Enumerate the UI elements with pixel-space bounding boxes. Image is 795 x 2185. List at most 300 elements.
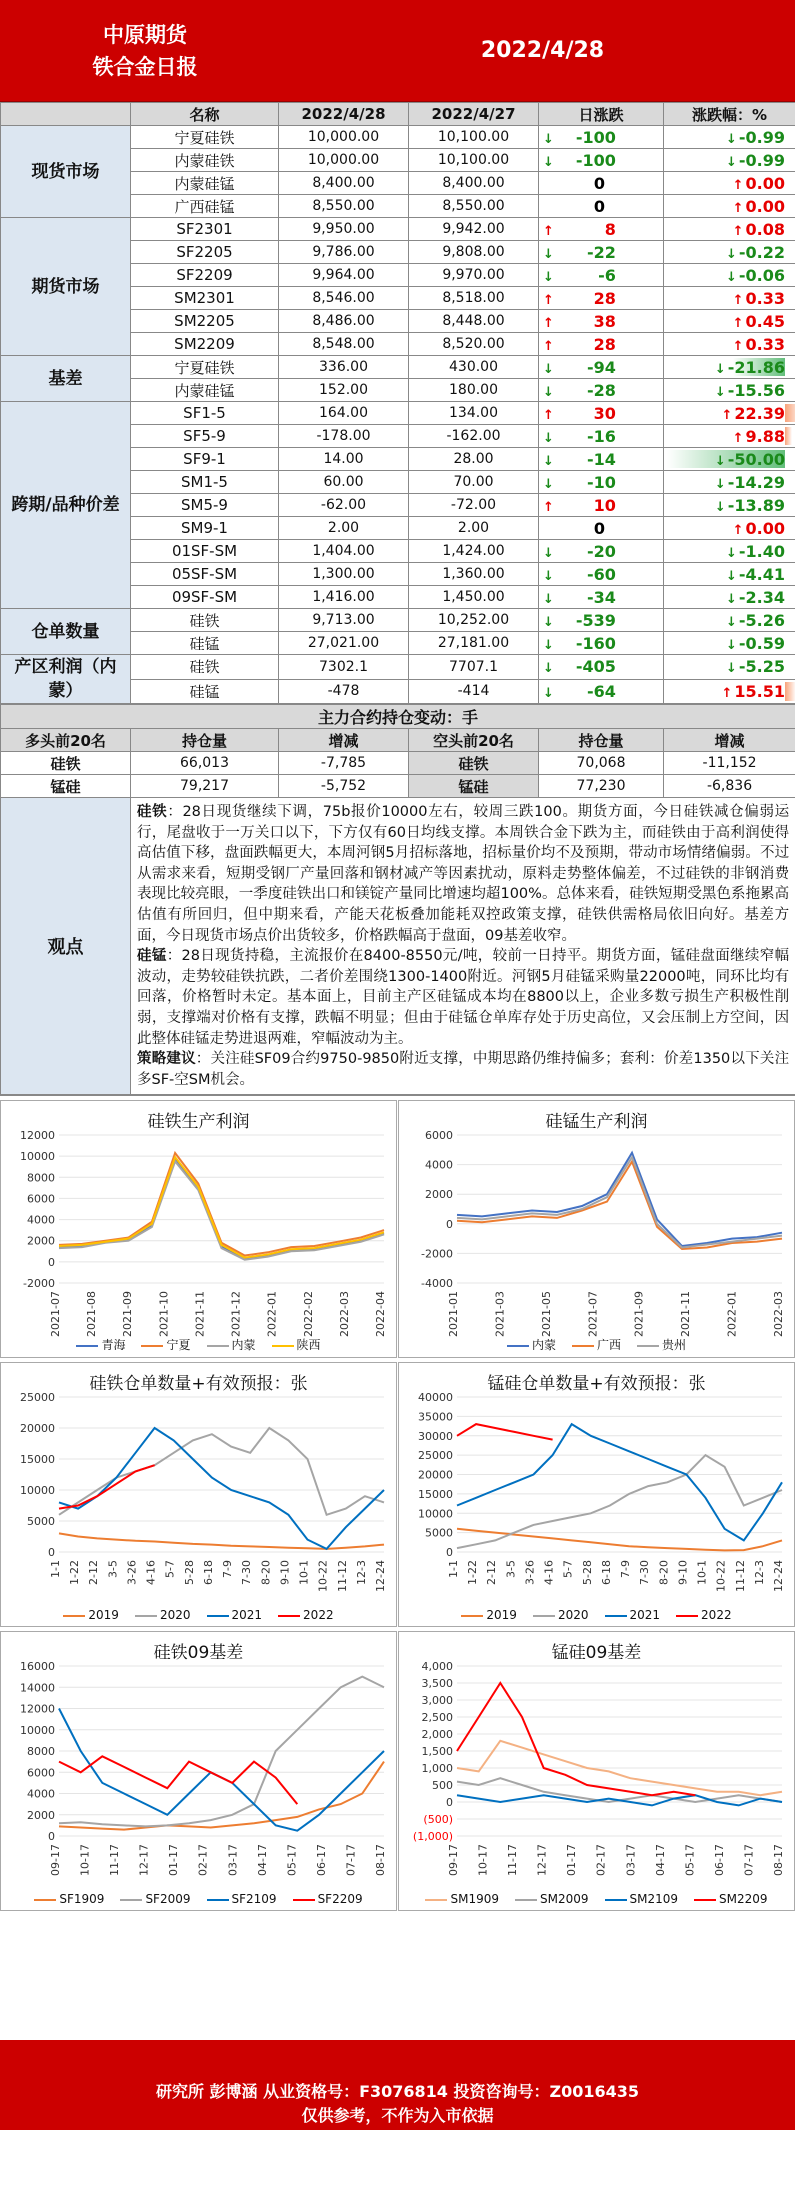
value-today: 1,300.00 (279, 563, 409, 586)
x-tick-label: 7-9 (221, 1560, 234, 1578)
short-name: 硅铁 (409, 752, 539, 775)
section-label: 现货市场 (1, 126, 131, 218)
legend-swatch (63, 1615, 85, 1617)
value-today: 9,964.00 (279, 264, 409, 287)
change-percent-value: -0.99 (739, 151, 785, 170)
item-name: SM1-5 (131, 471, 279, 494)
obs-silicomanganese-head: 硅锰 (137, 948, 167, 964)
footer-disclaimer: 仅供参考，不作为入市依据 (0, 2104, 795, 2128)
y-tick-label: 2000 (27, 1235, 55, 1248)
y-tick-label: 40000 (418, 1391, 453, 1404)
daily-change-value: 28 (556, 335, 616, 354)
x-tick-label: 06-17 (315, 1844, 328, 1876)
change-percent (664, 655, 795, 680)
item-name: 05SF-SM (131, 563, 279, 586)
change-percent (664, 356, 795, 379)
series-line-2020 (59, 1428, 384, 1515)
item-name: 09SF-SM (131, 586, 279, 609)
daily-change (539, 563, 664, 586)
x-tick-label: 9-10 (278, 1560, 291, 1585)
y-tick-label: 4000 (425, 1159, 453, 1172)
change-databar (785, 404, 795, 422)
x-tick-label: 04-17 (256, 1844, 269, 1876)
daily-change-value: 38 (556, 312, 616, 331)
change-percent (664, 563, 795, 586)
change-percent-value: -1.40 (739, 542, 785, 561)
report-footer (0, 2040, 795, 2130)
x-tick-label: 8-20 (259, 1560, 272, 1585)
legend-label: 贵州 (662, 1338, 686, 1352)
x-tick-label: 4-16 (543, 1560, 556, 1585)
series-line-SF2109 (59, 1709, 384, 1831)
observation-text (131, 798, 795, 1095)
item-name: SM2301 (131, 287, 279, 310)
x-tick-label: 1-22 (68, 1560, 81, 1585)
long-chg-header: 增减 (279, 729, 409, 752)
x-tick-label: 07-17 (742, 1844, 755, 1876)
daily-change (539, 679, 664, 704)
x-tick-label: 2021-12 (230, 1291, 243, 1337)
x-tick-label: 2-12 (485, 1560, 498, 1585)
arrow-down-icon: ↓ (715, 362, 726, 377)
value-prev: 10,252.00 (409, 609, 539, 632)
chart-panel (398, 1631, 795, 1911)
item-name: SM5-9 (131, 494, 279, 517)
change-percent (664, 425, 795, 448)
daily-change (539, 448, 664, 471)
daily-change (539, 356, 664, 379)
y-tick-label: 15000 (20, 1453, 55, 1466)
legend-item (507, 1338, 556, 1352)
legend-swatch (637, 1345, 659, 1347)
arrow-down-icon: ↓ (543, 569, 554, 584)
arrow-down-icon: ↓ (543, 477, 554, 492)
change-databar (785, 682, 795, 702)
value-today: 152.00 (279, 379, 409, 402)
arrow-down-icon: ↓ (715, 385, 726, 400)
value-today: 7302.1 (279, 655, 409, 680)
x-tick-label: 11-17 (108, 1844, 121, 1876)
y-tick-label: 14000 (20, 1682, 55, 1695)
change-percent-value: -0.99 (739, 128, 785, 147)
y-tick-label: 0 (48, 1830, 55, 1843)
chart-legend (1, 1336, 396, 1353)
y-tick-label: 10000 (20, 1724, 55, 1737)
legend-item (207, 1892, 277, 1906)
arrow-up-icon: ↑ (543, 316, 554, 331)
legend-swatch (515, 1899, 537, 1901)
daily-change (539, 609, 664, 632)
change-percent (664, 471, 795, 494)
header-title-block (0, 19, 290, 83)
change-percent (664, 241, 795, 264)
legend-label: 2022 (701, 1608, 732, 1622)
chart-svg (1, 1101, 398, 1359)
market-table (0, 102, 795, 704)
change-percent-text (715, 496, 785, 515)
legend-swatch (461, 1615, 483, 1617)
daily-change-value: -14 (556, 450, 616, 469)
item-name: 内蒙硅锰 (131, 379, 279, 402)
item-name: 内蒙硅铁 (131, 149, 279, 172)
legend-label: 广西 (597, 1338, 621, 1352)
section-label: 产区利润（内蒙） (1, 655, 131, 704)
daily-change (539, 241, 664, 264)
change-percent (664, 149, 795, 172)
y-tick-label: 0 (48, 1546, 55, 1559)
legend-swatch (533, 1615, 555, 1617)
value-today: 27,021.00 (279, 632, 409, 655)
legend-item (605, 1608, 661, 1622)
y-tick-label: 2,000 (422, 1728, 454, 1741)
arrow-up-icon: ↑ (733, 293, 744, 308)
arrow-up-icon: ↑ (543, 293, 554, 308)
long-chg: -7,785 (279, 752, 409, 775)
item-name: SM9-1 (131, 517, 279, 540)
legend-label: SF2009 (145, 1892, 190, 1906)
y-tick-label: 2,500 (422, 1711, 454, 1724)
x-tick-label: 2021-07 (586, 1291, 599, 1337)
value-today: 8,548.00 (279, 333, 409, 356)
chart-panel (0, 1631, 397, 1911)
legend-item (605, 1892, 679, 1906)
value-prev: 9,942.00 (409, 218, 539, 241)
x-tick-label: 5-28 (183, 1560, 196, 1585)
x-tick-label: 2021-10 (157, 1291, 170, 1337)
y-tick-label: 1,000 (422, 1762, 454, 1775)
change-percent-value: -0.06 (739, 266, 785, 285)
long-name: 锰硅 (1, 775, 131, 798)
x-tick-label: 03-17 (624, 1844, 637, 1876)
daily-change-value: 8 (556, 220, 616, 239)
x-tick-label: 10-1 (298, 1560, 311, 1585)
y-tick-label: 5000 (27, 1515, 55, 1528)
x-tick-label: 03-17 (226, 1844, 239, 1876)
legend-item (76, 1338, 125, 1352)
x-tick-label: 1-1 (447, 1560, 460, 1578)
legend-item (34, 1892, 104, 1906)
x-tick-label: 04-17 (654, 1844, 667, 1876)
value-today: 8,486.00 (279, 310, 409, 333)
change-percent (664, 172, 795, 195)
daily-change-value: -10 (556, 473, 616, 492)
x-tick-label: 2022-03 (772, 1291, 785, 1337)
y-tick-label: 6000 (27, 1193, 55, 1206)
arrow-up-icon: ↑ (733, 224, 744, 239)
value-prev: 9,808.00 (409, 241, 539, 264)
value-prev: -414 (409, 679, 539, 704)
item-name: 广西硅锰 (131, 195, 279, 218)
legend-label: SM1909 (450, 1892, 499, 1906)
value-prev: 1,424.00 (409, 540, 539, 563)
y-tick-label: 12000 (20, 1703, 55, 1716)
legend-item (461, 1608, 517, 1622)
x-tick-label: 12-24 (374, 1560, 387, 1592)
company-name: 中原期货 (0, 19, 290, 51)
change-percent-text (726, 611, 785, 630)
chart-panel (398, 1100, 795, 1358)
series-line-SF2209 (59, 1757, 297, 1805)
change-percent-value: -15.56 (728, 381, 785, 400)
legend-swatch (676, 1615, 698, 1617)
arrow-up-icon: ↑ (733, 339, 744, 354)
change-percent-text (726, 542, 785, 561)
x-tick-label: 07-17 (344, 1844, 357, 1876)
x-tick-label: 12-3 (355, 1560, 368, 1585)
obs-ferrosilicon-text: ：28日现货继续下调，75b报价10000左右，较周三跌100。期货方面，今日硅铁减仓偏弱运行，尾盘收于一万关口以下，下方仅有60日均线支撑。本周铁合金下跌为主，而硅铁由于高利润使得高估值下移，盘面跌幅更大，本周河钢5月招标落地，招标量价均不及预期，带动市场情绪偏弱。不过从需求来看，短期受钢厂产量回落和钢材减产等因素扰动，原料走势整体偏差，不过硅铁的非钢消费表现比较亮眼，一季度硅铁出口和镁锭产量同比增速均超100%。总体来看，硅铁短期受黑色系拖累高估值有所回归，但中期来看，产能天花板叠加能耗双控政策支撑，硅铁供需格局依旧向好。基差方面，今日现货市场点价出货较多，价格跌幅高于盘面，09基差收窄。 (137, 804, 789, 944)
x-tick-label: 06-17 (713, 1844, 726, 1876)
chart-title: 硅铁仓单数量+有效预报：张 (1, 1369, 396, 1394)
y-tick-label: 25000 (418, 1449, 453, 1462)
change-percent-value: 0.00 (746, 197, 785, 216)
arrow-up-icon: ↑ (733, 523, 744, 538)
change-percent-text (726, 151, 785, 170)
series-line-2022 (457, 1424, 553, 1440)
value-prev: 10,100.00 (409, 149, 539, 172)
long-pos: 66,013 (131, 752, 279, 775)
legend-item (135, 1608, 191, 1622)
legend-item (272, 1338, 321, 1352)
legend-swatch (605, 1615, 627, 1617)
y-tick-label: 12000 (20, 1129, 55, 1142)
y-tick-label: 30000 (418, 1430, 453, 1443)
y-tick-label: -2000 (421, 1248, 453, 1261)
value-prev: 9,970.00 (409, 264, 539, 287)
item-name: SF2301 (131, 218, 279, 241)
value-prev: 1,360.00 (409, 563, 539, 586)
value-today: 60.00 (279, 471, 409, 494)
x-tick-label: 10-17 (477, 1844, 490, 1876)
x-tick-label: 2021-01 (447, 1291, 460, 1337)
section-label: 仓单数量 (1, 609, 131, 655)
legend-swatch (572, 1345, 594, 1347)
chart-title: 硅锰生产利润 (399, 1107, 794, 1132)
arrow-up-icon: ↑ (543, 339, 554, 354)
positions-title: 主力合约持仓变动：手 (1, 705, 795, 729)
series-line-2019 (59, 1534, 384, 1550)
legend-swatch (507, 1345, 529, 1347)
chart-legend (399, 1336, 794, 1353)
legend-item (637, 1338, 686, 1352)
short-name: 锰硅 (409, 775, 539, 798)
item-name: SF9-1 (131, 448, 279, 471)
change-percent-value: -2.34 (739, 588, 785, 607)
y-tick-label: 4,000 (422, 1660, 454, 1673)
item-name: SF2209 (131, 264, 279, 287)
change-percent (664, 310, 795, 333)
value-today: 336.00 (279, 356, 409, 379)
arrow-up-icon: ↑ (543, 408, 554, 423)
change-percent-value: -14.29 (728, 473, 785, 492)
value-prev: 10,100.00 (409, 126, 539, 149)
arrow-down-icon: ↓ (715, 454, 726, 469)
change-percent (664, 609, 795, 632)
change-percent-value: -0.59 (739, 634, 785, 653)
change-percent-text (721, 682, 785, 701)
change-percent-value: 0.33 (746, 289, 785, 308)
change-percent-value: 0.45 (746, 312, 785, 331)
x-tick-label: 10-22 (317, 1560, 330, 1592)
change-percent-text (733, 335, 785, 354)
value-today: 10,000.00 (279, 149, 409, 172)
x-tick-label: 02-17 (595, 1844, 608, 1876)
x-tick-label: 11-17 (506, 1844, 519, 1876)
table-row (1, 218, 795, 241)
section-label: 基差 (1, 356, 131, 402)
daily-change-value: -16 (556, 427, 616, 446)
legend-label: 内蒙 (532, 1338, 556, 1352)
daily-change (539, 126, 664, 149)
legend-label: 2022 (303, 1608, 334, 1622)
x-tick-label: 1-22 (466, 1560, 479, 1585)
daily-change-value: 28 (556, 289, 616, 308)
x-tick-label: 3-26 (125, 1560, 138, 1585)
chart-svg (399, 1101, 795, 1359)
value-prev: 28.00 (409, 448, 539, 471)
x-tick-label: 12-17 (138, 1844, 151, 1876)
change-percent (664, 494, 795, 517)
legend-item (141, 1338, 190, 1352)
long-name: 硅铁 (1, 752, 131, 775)
daily-change (539, 632, 664, 655)
x-tick-label: 2022-01 (266, 1291, 279, 1337)
x-tick-label: 10-1 (696, 1560, 709, 1585)
arrow-up-icon: ↑ (721, 686, 732, 701)
change-percent-value: 15.51 (734, 682, 785, 701)
x-tick-label: 2021-09 (633, 1291, 646, 1337)
short-chg-header: 增减 (664, 729, 795, 752)
daily-change (539, 172, 664, 195)
x-tick-label: 2021-09 (121, 1291, 134, 1337)
arrow-down-icon: ↓ (543, 155, 554, 170)
chart-panel (398, 1362, 795, 1627)
daily-change (539, 655, 664, 680)
y-tick-label: 35000 (418, 1411, 453, 1424)
charts-area (0, 1095, 795, 2185)
x-tick-label: 11-12 (336, 1560, 349, 1592)
value-today: 164.00 (279, 402, 409, 425)
legend-label: 宁夏 (166, 1338, 190, 1352)
change-percent-text (733, 519, 785, 538)
x-tick-label: 2021-11 (193, 1291, 206, 1337)
daily-change (539, 310, 664, 333)
report-header (0, 0, 795, 102)
legend-swatch (34, 1899, 56, 1901)
header-date1: 2022/4/28 (279, 103, 409, 126)
arrow-down-icon: ↓ (543, 247, 554, 262)
value-today: -62.00 (279, 494, 409, 517)
daily-change (539, 494, 664, 517)
table-header-row (1, 103, 795, 126)
chart-title: 硅铁09基差 (1, 1638, 396, 1663)
change-percent (664, 126, 795, 149)
value-prev: -72.00 (409, 494, 539, 517)
table-row (1, 356, 795, 379)
daily-change (539, 425, 664, 448)
value-prev: 1,450.00 (409, 586, 539, 609)
change-percent-text (733, 312, 785, 331)
x-tick-label: 7-9 (619, 1560, 632, 1578)
daily-change (539, 218, 664, 241)
item-name: SM2205 (131, 310, 279, 333)
value-prev: 70.00 (409, 471, 539, 494)
positions-row (1, 775, 795, 798)
change-percent-text (733, 220, 785, 239)
daily-change (539, 517, 664, 540)
change-percent-text (726, 243, 785, 262)
value-prev: 8,400.00 (409, 172, 539, 195)
change-percent-text (733, 197, 785, 216)
legend-swatch (278, 1615, 300, 1617)
market-body (1, 126, 795, 704)
arrow-down-icon: ↓ (543, 270, 554, 285)
item-name: 01SF-SM (131, 540, 279, 563)
y-tick-label: 2000 (425, 1189, 453, 1202)
x-tick-label: 5-7 (164, 1560, 177, 1578)
y-tick-label: 10000 (20, 1150, 55, 1163)
item-name: SF1-5 (131, 402, 279, 425)
legend-label: 青海 (101, 1338, 125, 1352)
report-date: 2022/4/28 (290, 38, 795, 63)
value-today: 8,400.00 (279, 172, 409, 195)
x-tick-label: 08-17 (772, 1844, 785, 1876)
value-today: 9,786.00 (279, 241, 409, 264)
section-label: 期货市场 (1, 218, 131, 356)
value-prev: 180.00 (409, 379, 539, 402)
value-today: 14.00 (279, 448, 409, 471)
daily-change-value: 0 (545, 197, 605, 216)
chart-svg (1, 1363, 398, 1628)
legend-item (572, 1338, 621, 1352)
item-name: 内蒙硅锰 (131, 172, 279, 195)
legend-label: SF1909 (59, 1892, 104, 1906)
legend-label: SM2109 (630, 1892, 679, 1906)
series-line-宁夏 (59, 1153, 384, 1256)
daily-change-value: -64 (556, 682, 616, 701)
daily-change-value: -160 (556, 634, 616, 653)
arrow-up-icon: ↑ (733, 178, 744, 193)
change-percent (664, 195, 795, 218)
daily-change-value: -100 (556, 151, 616, 170)
y-tick-label: 20000 (20, 1422, 55, 1435)
y-tick-label: 4000 (27, 1788, 55, 1801)
x-tick-label: 09-17 (447, 1844, 460, 1876)
short-top20-header: 空头前20名 (409, 729, 539, 752)
value-today: 1,404.00 (279, 540, 409, 563)
x-tick-label: 2021-07 (49, 1291, 62, 1337)
change-percent-text (721, 404, 785, 423)
value-today: 8,550.00 (279, 195, 409, 218)
value-prev: 134.00 (409, 402, 539, 425)
report-name: 铁合金日报 (0, 51, 290, 83)
value-today: 9,950.00 (279, 218, 409, 241)
change-percent-text (715, 381, 785, 400)
legend-item (278, 1608, 334, 1622)
change-percent (664, 679, 795, 704)
daily-change-value: 10 (556, 496, 616, 515)
x-tick-label: 01-17 (167, 1844, 180, 1876)
chart-panel (0, 1362, 397, 1627)
daily-change (539, 379, 664, 402)
series-line-内蒙 (457, 1153, 782, 1246)
legend-label: 2020 (160, 1608, 191, 1622)
daily-change (539, 149, 664, 172)
chart-legend (399, 1608, 794, 1622)
y-tick-label: 500 (432, 1779, 453, 1792)
y-tick-label: 20000 (418, 1469, 453, 1482)
change-percent-value: 9.88 (746, 427, 785, 446)
obs-strategy-text: ：关注硅SF09合约9750-9850附近支撑，中期思路仍维持偏多；套利：价差1350以下关注多SF-空SM机会。 (137, 1051, 789, 1088)
